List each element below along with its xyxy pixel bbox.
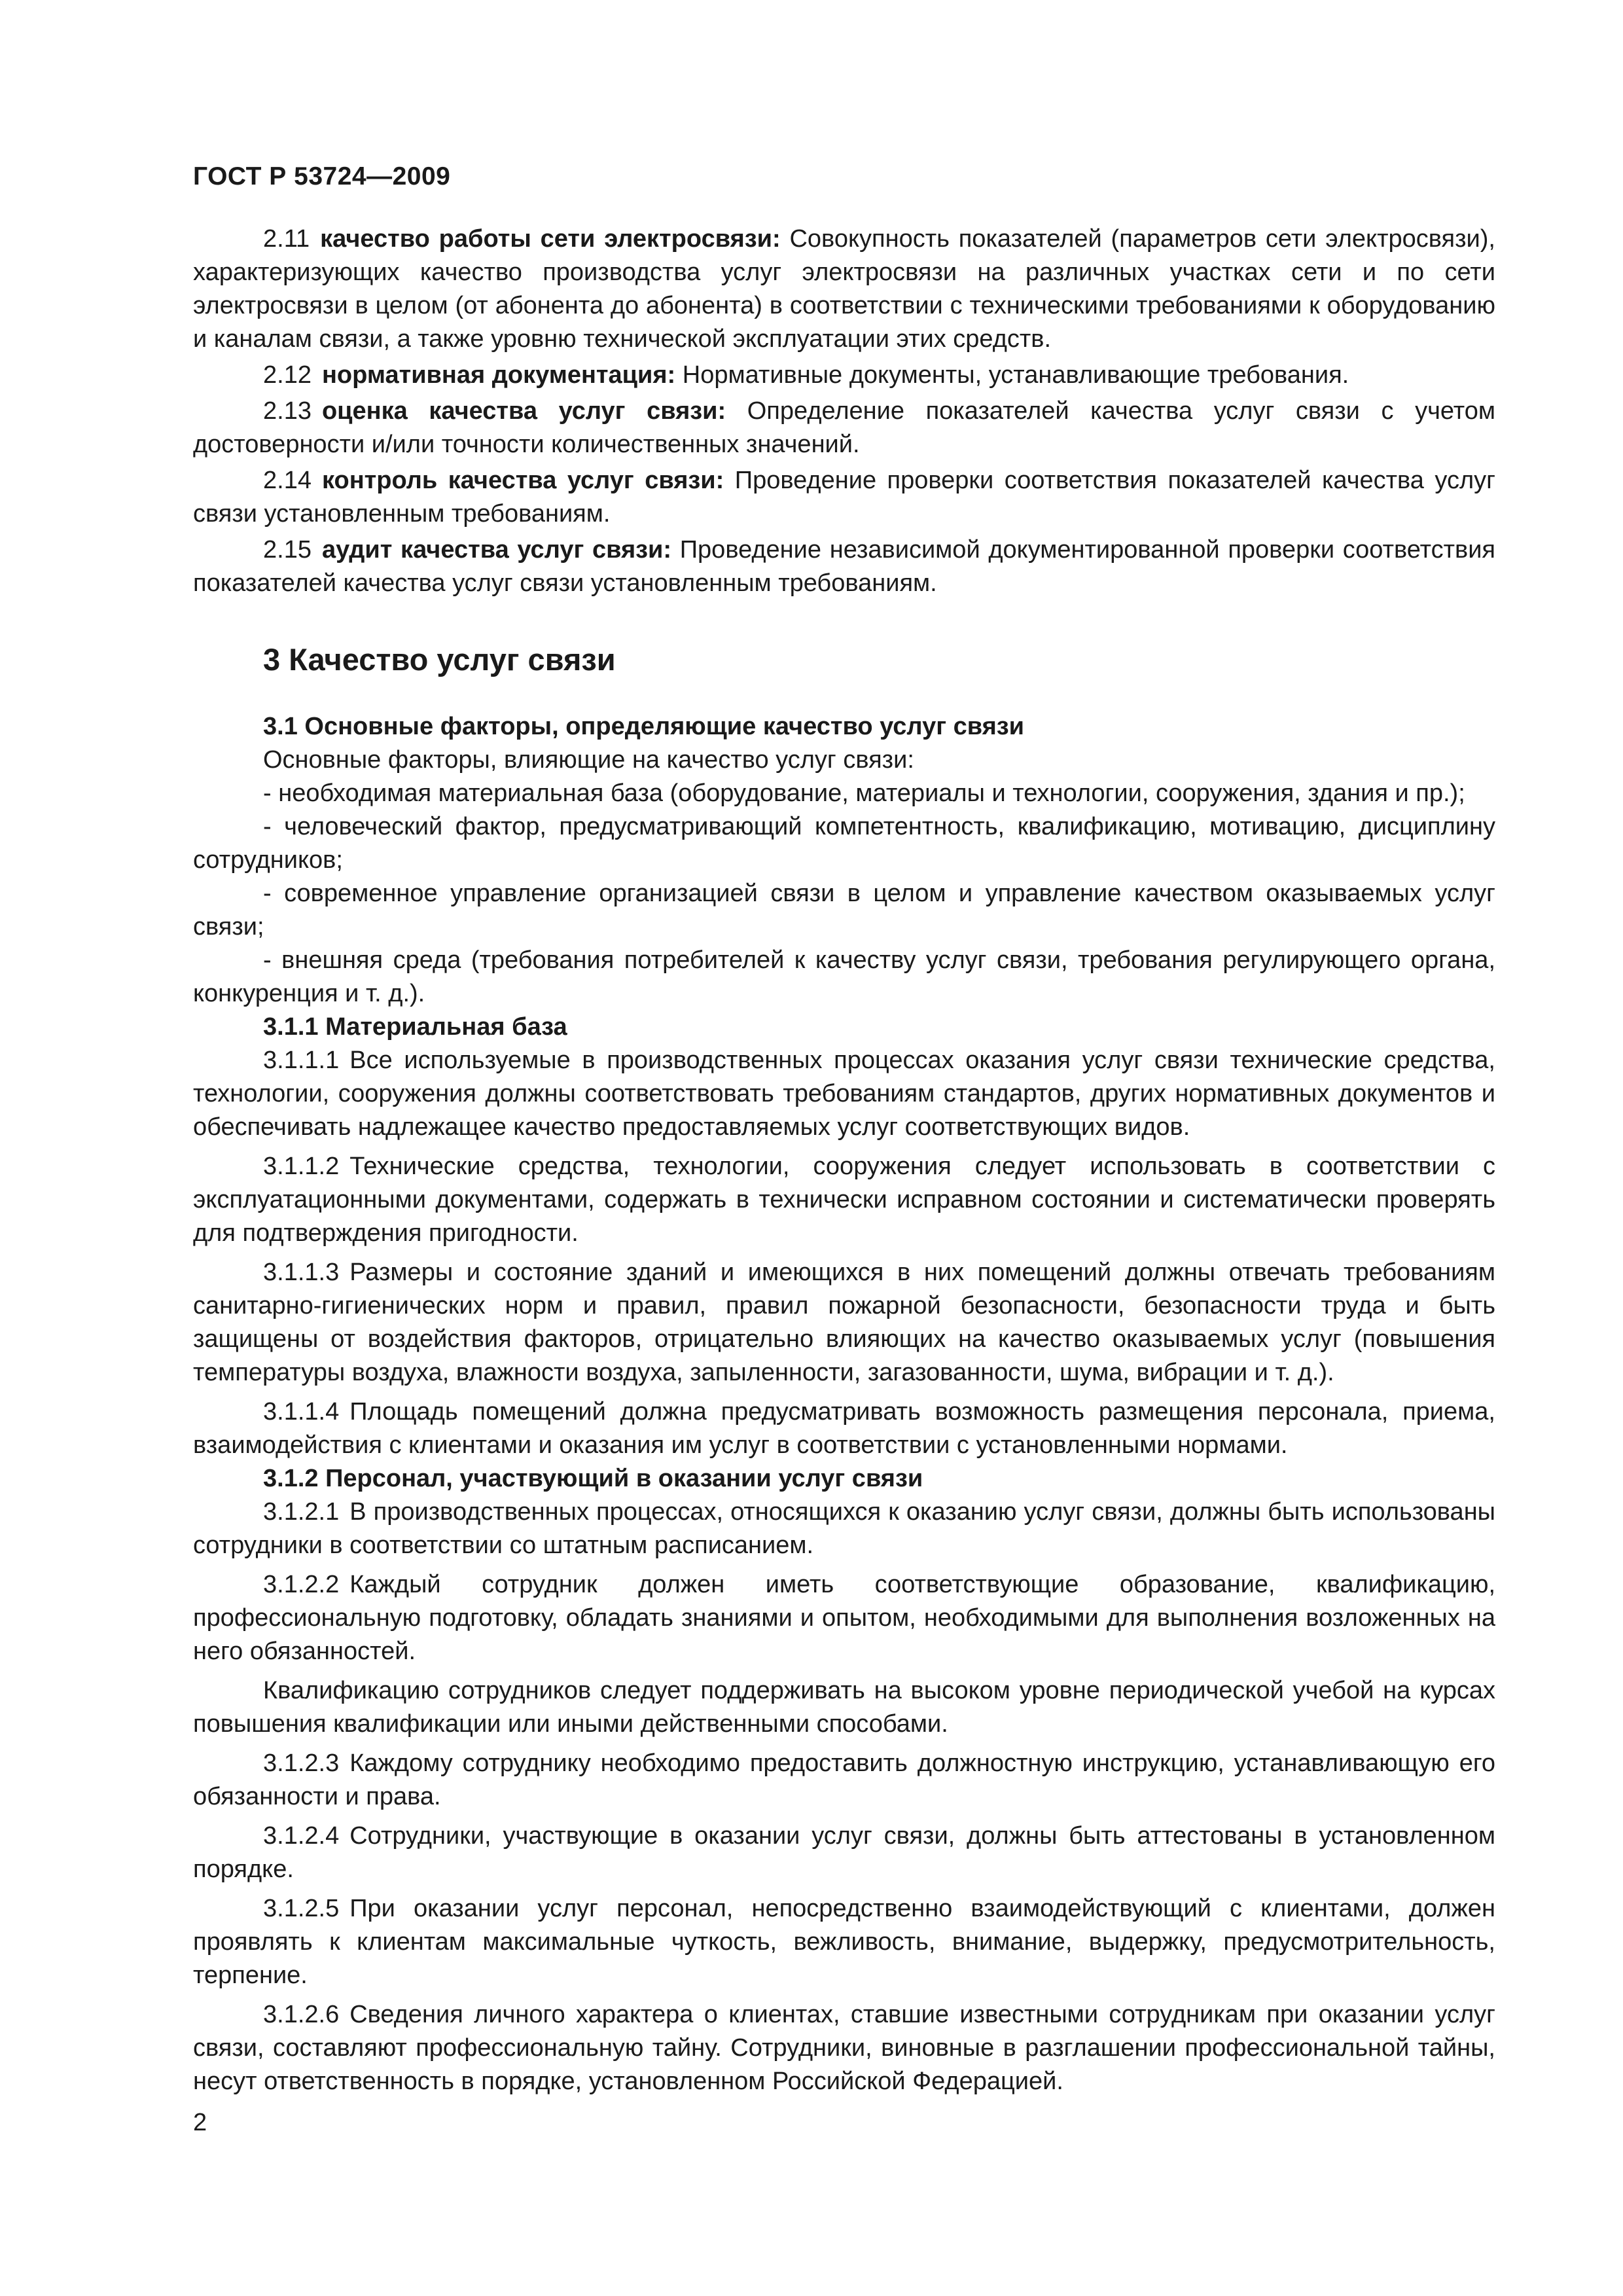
clause-number: 3.1.1.3	[263, 1259, 340, 1286]
clause-3-1-2-6	[193, 1998, 1495, 2098]
clause-text: Все используемые в производственных процессах оказания услуг связи технические средства, технологии, сооружения должны соответствовать требованиям стандартов, других нормативных документов и обеспечивать надлежащее качество предоставляемых услуг соответствующих видов.	[193, 1047, 1495, 1141]
definition-text: Проведение проверки соответствия показателей качества услуг связи установленным требованиям.	[193, 467, 1496, 528]
clause-number: 3.1.2.3	[263, 1749, 340, 1777]
definition-2-13	[193, 395, 1495, 461]
clause-text: Технические средства, технологии, сооружения следует использовать в соответствии с эксплуатационными документами, содержать в технически исправном состоянии и систематически проверять для подтверждения пригодности.	[193, 1153, 1495, 1247]
list-item: - современное управление организацией связи в целом и управление качеством оказываемых услуг связи;	[193, 880, 1495, 941]
clause-3-1-1-1	[193, 1044, 1495, 1144]
clause-text: Размеры и состояние зданий и имеющихся в них помещений должны отвечать требованиям санитарно-гигиенических норм и правил, правил пожарной безопасности, безопасности труда и быть защищены от воздействия факторов, отрицательно влияющих на качество оказываемых услуг (повышения температуры воздуха, влажности воздуха, запыленности, загазованности, шума, вибрации и т. д.).	[193, 1259, 1495, 1386]
clause-text: Сведения личного характера о клиентах, ставшие известными сотрудникам при оказании услуг связи, составляют профессиональную тайну. Сотрудники, виновные в разглашении профессиональной тайны, несут ответственность в порядке, установленном Российской Федерацией.	[193, 2001, 1495, 2095]
clause-number: 3.1.2.6	[263, 2001, 340, 2028]
clause-3-1-1-3	[193, 1256, 1495, 1390]
section-title: 3 Качество услуг связи	[263, 642, 616, 677]
list-item: - необходимая материальная база (оборудование, материалы и технологии, сооружения, здания и пр.);	[263, 780, 1465, 807]
page-number: 2	[193, 2109, 207, 2136]
clause-text: Каждому сотруднику необходимо предоставить должностную инструкцию, устанавливающую его обязанности и права.	[193, 1749, 1495, 1810]
clause-3-1-2-1	[193, 1496, 1495, 1562]
clause-3-1-2-2	[193, 1568, 1495, 1668]
subsection-heading-3-1: 3.1 Основные факторы, определяющие качество услуг связи	[263, 713, 1025, 740]
definition-2-15	[193, 533, 1495, 600]
definition-term: контроль качества услуг связи:	[321, 467, 724, 494]
clause-text: Площадь помещений должна предусматривать возможность размещения персонала, приема, взаимодействия с клиентами и оказания им услуг в соответствии с установленными нормами.	[193, 1398, 1495, 1459]
clause-text: При оказании услуг персонал, непосредственно взаимодействующий с клиентами, должен проявлять к клиентам максимальные чуткость, вежливость, внимание, выдержку, предусмотрительность, терпение.	[193, 1895, 1495, 1989]
clause-number: 3.1.2.5	[263, 1895, 340, 1922]
definition-2-11	[193, 223, 1495, 356]
clause-3-1-2-5	[193, 1892, 1495, 1992]
clause-3-1-1-2	[193, 1150, 1495, 1250]
clause-number: 2.12	[263, 361, 312, 389]
definition-term: оценка качества услуг связи:	[321, 397, 726, 425]
definition-2-12	[193, 359, 1495, 392]
document-header: ГОСТ Р 53724—2009	[193, 162, 451, 190]
clause-number: 2.15	[263, 536, 312, 564]
definition-term: качество работы сети электросвязи:	[320, 225, 781, 253]
definition-text: Определение показателей качества услуг связи с учетом достоверности и/или точности количественных значений.	[193, 397, 1495, 458]
clause-number: 2.13	[263, 397, 312, 425]
clause-number: 3.1.2.4	[263, 1822, 340, 1850]
definition-text: Нормативные документы, устанавливающие требования.	[682, 361, 1349, 389]
subsection-heading-3-1-2: 3.1.2 Персонал, участвующий в оказании услуг связи	[263, 1465, 923, 1492]
clause-3-1-1-4	[193, 1395, 1495, 1462]
clause-text: Сотрудники, участвующие в оказании услуг связи, должны быть аттестованы в установленном порядке.	[193, 1822, 1495, 1883]
document-body	[193, 223, 1495, 2098]
definition-text: Проведение независимой документированной проверки соответствия показателей качества услуг связи установленным требованиям.	[193, 536, 1495, 597]
definition-2-14	[193, 464, 1495, 531]
list-item: - человеческий фактор, предусматривающий компетентность, квалификацию, мотивацию, дисциплину сотрудников;	[193, 813, 1495, 874]
clause-number: 3.1.1.2	[263, 1153, 340, 1180]
clause-text: Квалификацию сотрудников следует поддерживать на высоком уровне периодической учебой на курсах повышения квалификации или иными действенными способами.	[193, 1677, 1495, 1738]
clause-number: 3.1.1.1	[263, 1047, 340, 1074]
list-item: - внешняя среда (требования потребителей к качеству услуг связи, требования регулирующего органа, конкуренция и т. д.).	[193, 946, 1495, 1007]
clause-number: 2.14	[263, 467, 312, 494]
definition-term: нормативная документация:	[321, 361, 676, 389]
clause-number: 3.1.2.1	[263, 1498, 340, 1526]
definition-text: Совокупность показателей (параметров сети электросвязи), характеризующих качество производства услуг электросвязи на различных участках сети и по сети электросвязи в целом (от абонента до абонента) в соответствии с техническими требованиями к оборудованию и каналам связи, а также уровню технической эксплуатации этих средств.	[193, 225, 1495, 353]
subsection-heading-3-1-1: 3.1.1 Материальная база	[263, 1013, 567, 1041]
clause-3-1-2-4	[193, 1820, 1495, 1886]
clause-text: В производственных процессах, относящихся к оказанию услуг связи, должны быть использованы сотрудники в соответствии со штатным расписанием.	[193, 1498, 1495, 1559]
definition-term: аудит качества услуг связи:	[321, 536, 672, 564]
clause-3-1-2-3	[193, 1747, 1495, 1814]
clause-number: 2.11	[263, 225, 310, 253]
qualification-paragraph	[193, 1674, 1495, 1741]
clause-text: Каждый сотрудник должен иметь соответствующие образование, квалификацию, профессиональную подготовку, обладать знаниями и опытом, необходимыми для выполнения возложенных на него обязанностей.	[193, 1571, 1495, 1665]
clause-number: 3.1.1.4	[263, 1398, 340, 1426]
clause-number: 3.1.2.2	[263, 1571, 340, 1598]
factors-intro: Основные факторы, влияющие на качество услуг связи:	[263, 746, 914, 774]
